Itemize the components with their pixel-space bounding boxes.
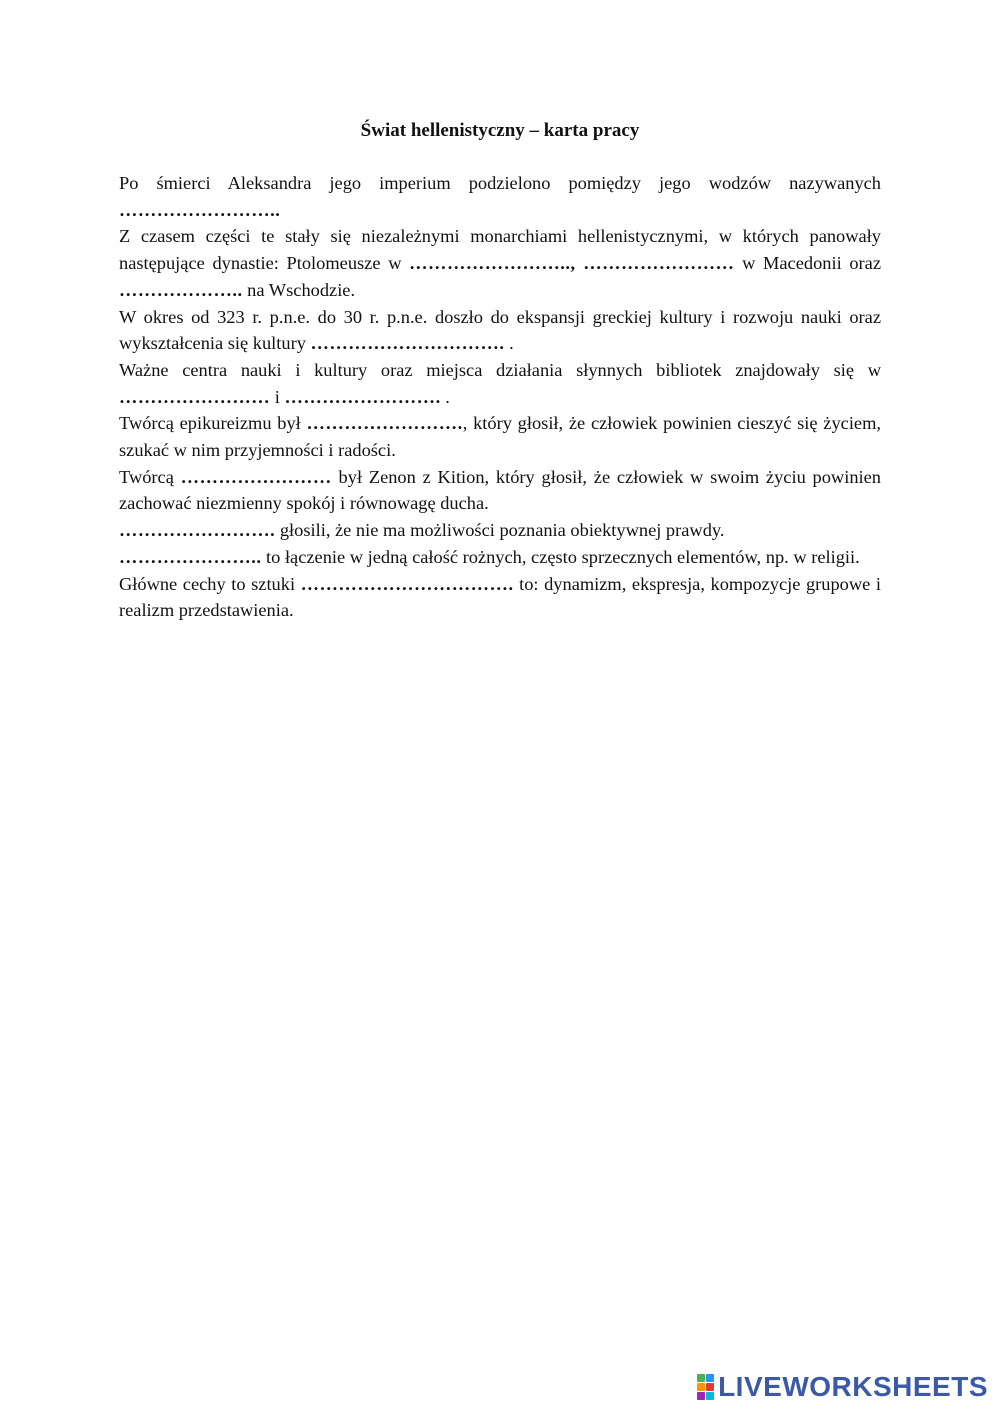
worksheet-paragraph (119, 517, 881, 544)
paragraph-text: Główne cechy to sztuki (119, 573, 301, 594)
paragraph-text: Z czasem części te stały się niezależnymi monarchiami hellenistycznymi, w których panowały następujące dynastie: Ptolomeusze w (119, 226, 881, 274)
paragraph-text: . (440, 386, 450, 407)
logo-mark-square (697, 1374, 705, 1382)
answer-blank[interactable]: ……………………. (284, 386, 441, 407)
answer-blank[interactable]: …………………… (119, 386, 271, 407)
paragraph-text: był Zenon z Kition, który głosił, że człowiek w swoim życiu powinien zachować niezmienny spokój i równowagę ducha. (119, 466, 881, 514)
worksheet-paragraph (119, 464, 881, 517)
paragraph-text: to łączenie w jedną całość rożnych, często sprzecznych elementów, np. w religii. (261, 546, 860, 567)
logo-text: LIVEWORKSHEETS (718, 1371, 988, 1402)
worksheet-paragraph (119, 544, 881, 571)
paragraph-text: Po śmierci Aleksandra jego imperium podzielono pomiędzy jego wodzów nazywanych (119, 173, 881, 193)
paragraph-text: na Wschodzie. (242, 279, 356, 300)
answer-blank[interactable]: ……………….. (119, 279, 243, 300)
worksheet-paragraph (119, 410, 881, 463)
answer-blank[interactable]: …………………….. (119, 199, 281, 220)
page-title: Świat hellenistyczny – karta pracy (360, 120, 640, 141)
worksheet-paragraph (119, 357, 881, 410)
answer-blank[interactable]: ……………………. (119, 520, 276, 541)
paragraph-text: Twórcą (119, 466, 181, 487)
liveworksheets-logo-icon (697, 1374, 714, 1400)
answer-blank[interactable]: ……………………. (306, 413, 463, 434)
worksheet-paragraph (119, 304, 881, 357)
paragraph-text: . (504, 333, 514, 354)
worksheet-paragraph (119, 571, 881, 624)
logo-mark-square (697, 1392, 705, 1400)
answer-blank[interactable]: …………………………. (310, 333, 505, 354)
logo-mark-square (706, 1392, 714, 1400)
paragraph-text: to: dynamizm, ekspresja, kompozycje grupowe i realizm przedstawienia. (119, 573, 881, 621)
paragraph-text: , który głosił, że człowiek powinien cieszyć się życiem, szukać w nim przyjemności i radości. (119, 413, 881, 461)
logo-mark-square (706, 1383, 714, 1391)
paragraph-text: W okres od 323 r. p.n.e. do 30 r. p.n.e. doszło do ekspansji greckiej kultury i rozwoju nauki oraz wykształcenia się kultury (119, 306, 881, 354)
worksheet-paragraph (119, 170, 881, 223)
worksheet-body (119, 170, 881, 624)
paragraph-text: w Macedonii oraz (734, 253, 881, 274)
answer-blank[interactable]: …………………… (180, 466, 332, 487)
paragraph-text: i (270, 386, 285, 407)
paragraph-text: Twórcą epikureizmu był (119, 413, 307, 434)
liveworksheets-logo (697, 1372, 988, 1402)
paragraph-text: Ważne centra nauki i kultury oraz miejsca działania słynnych bibliotek znajdowały się w (119, 359, 881, 380)
answer-blank[interactable]: …………………….., (409, 253, 576, 274)
answer-blank[interactable]: …………………… (583, 253, 735, 274)
worksheet-paragraph (119, 223, 881, 303)
logo-mark-square (697, 1383, 705, 1391)
paragraph-text: głosili, że nie ma możliwości poznania obiektywnej prawdy. (275, 520, 725, 541)
answer-blank[interactable]: ……………………………. (300, 573, 514, 594)
answer-blank[interactable]: ………………….. (119, 546, 262, 567)
logo-mark-square (706, 1374, 714, 1382)
